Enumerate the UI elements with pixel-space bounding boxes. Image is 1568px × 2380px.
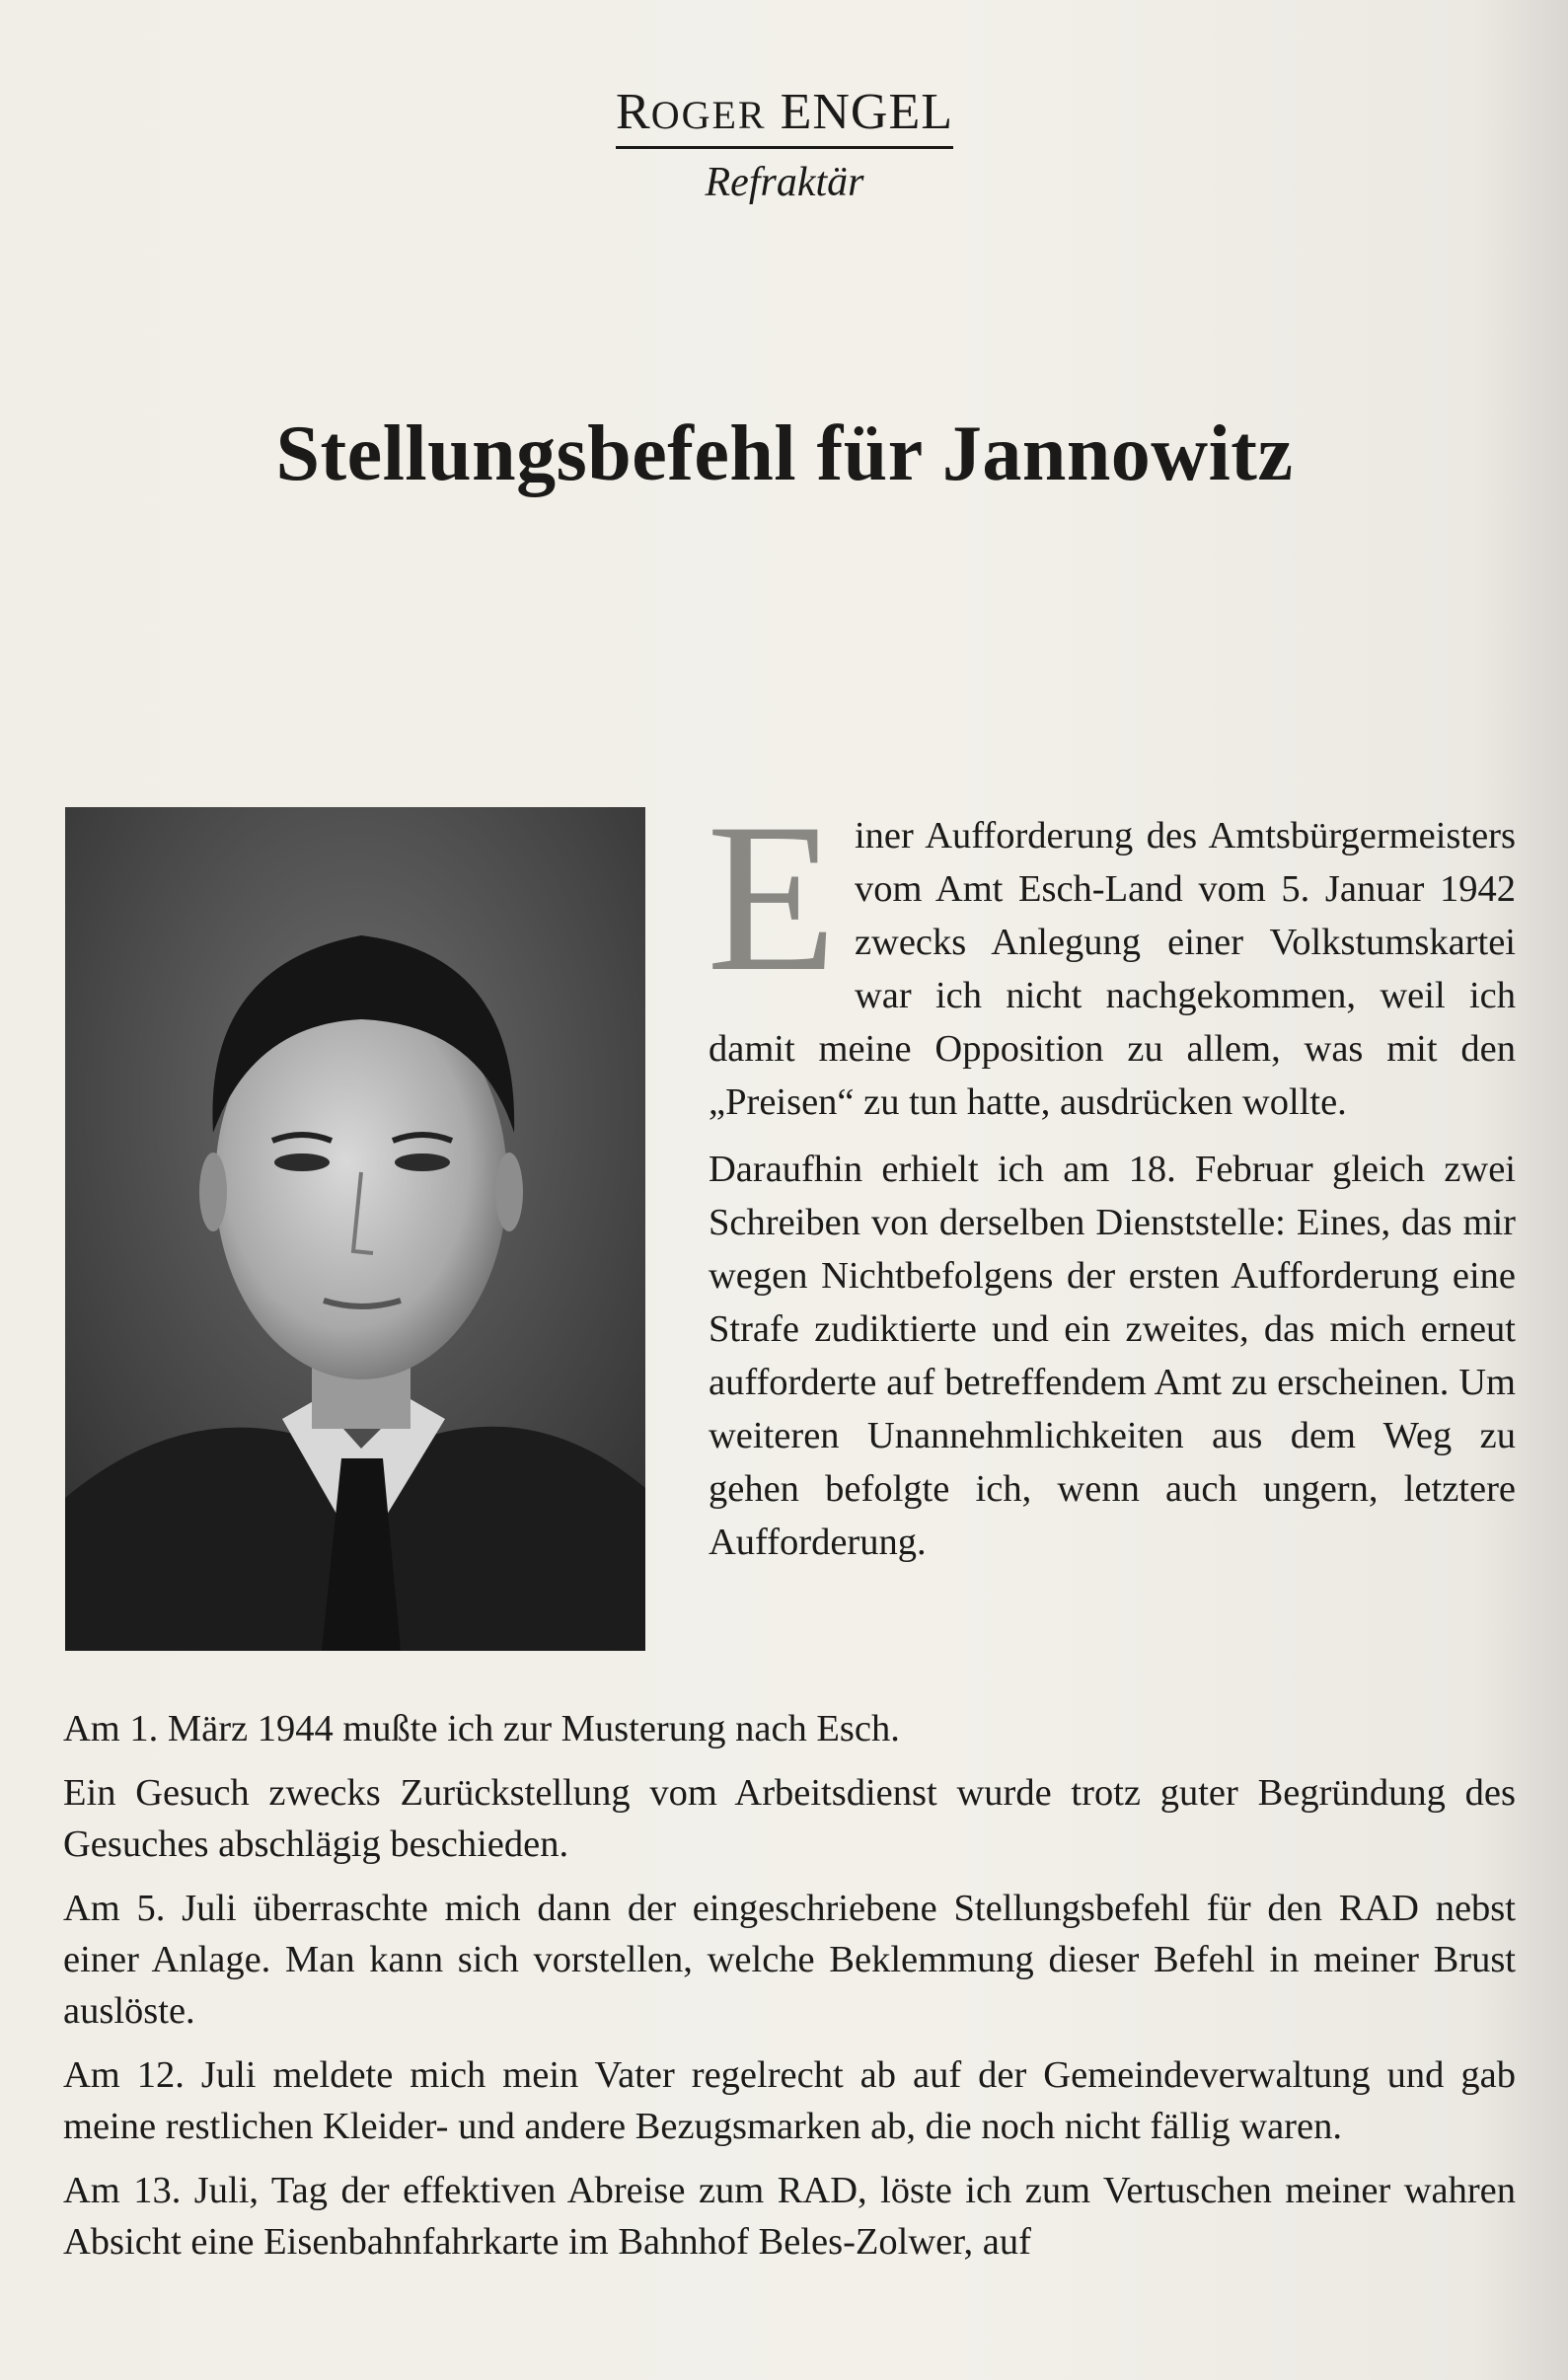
author-role: Refraktär: [705, 160, 864, 205]
portrait-image: [65, 807, 645, 1651]
author-last-name: ENGEL: [780, 84, 953, 140]
paragraph-intro-text: iner Aufforderung des Amtsbürgermeisters vom Amt Esch-Land vom 5. Januar 1942 zwecks Anlegung einer Volkstumskartei war ich nicht nachgekommen, weil ich damit meine Opposition zu allem, was mit den „Preisen“ zu tun hatte, ausdrücken wollte.: [709, 815, 1516, 1123]
paragraph: Am 5. Juli überraschte mich dann der eingeschriebene Stellungsbefehl für den RAD nebst einer Anlage. Man kann sich vorstellen, welche Beklemmung dieser Befehl in meiner Brust auslöste.: [63, 1888, 1516, 2032]
article-body-text: [63, 1703, 1516, 2280]
paragraph-reply: Daraufhin erhielt ich am 18. Februar gleich zwei Schreiben von derselben Dienststelle: Eines, das mir wegen Nichtbefolgens der ersten Aufforderung eine Strafe zudiktierte und ein zweites, das mich erneut aufforderte auf betreffendem Amt zu erscheinen. Um weiteren Unannehmlichkeiten aus dem Weg zu gehen befolgte ich, wenn auch ungern, letztere Aufforderung.: [709, 1149, 1516, 1563]
article-title: Stellungsbefehl für Jannowitz: [275, 410, 1294, 497]
paragraph: Ein Gesuch zwecks Zurückstellung vom Arbeitsdienst wurde trotz guter Begründung des Gesuches abschlägig beschieden.: [63, 1772, 1516, 1865]
page-header: [553, 84, 1016, 206]
author-first-rest: OGER: [650, 93, 767, 137]
paragraph: Am 12. Juli meldete mich mein Vater regelrecht ab auf der Gemeindeverwaltung und gab meine restlichen Kleider- und andere Bezugsmarken ab, die noch nicht fällig waren.: [63, 2054, 1516, 2147]
author-initial: R: [616, 84, 651, 140]
drop-cap: E: [707, 780, 837, 1015]
paragraph-intro: [707, 780, 1516, 1129]
paragraph: Am 13. Juli, Tag der effektiven Abreise zum RAD, löste ich zum Vertuschen meiner wahren Absicht eine Eisenbahnfahrkarte im Bahnhof Beles-Zolwer, auf: [63, 2170, 1516, 2263]
article-column-text: [707, 780, 1516, 1583]
portrait-photo: [65, 807, 645, 1651]
paragraph: Am 1. März 1944 mußte ich zur Musterung nach Esch.: [63, 1708, 900, 1749]
author-name: [616, 84, 953, 149]
